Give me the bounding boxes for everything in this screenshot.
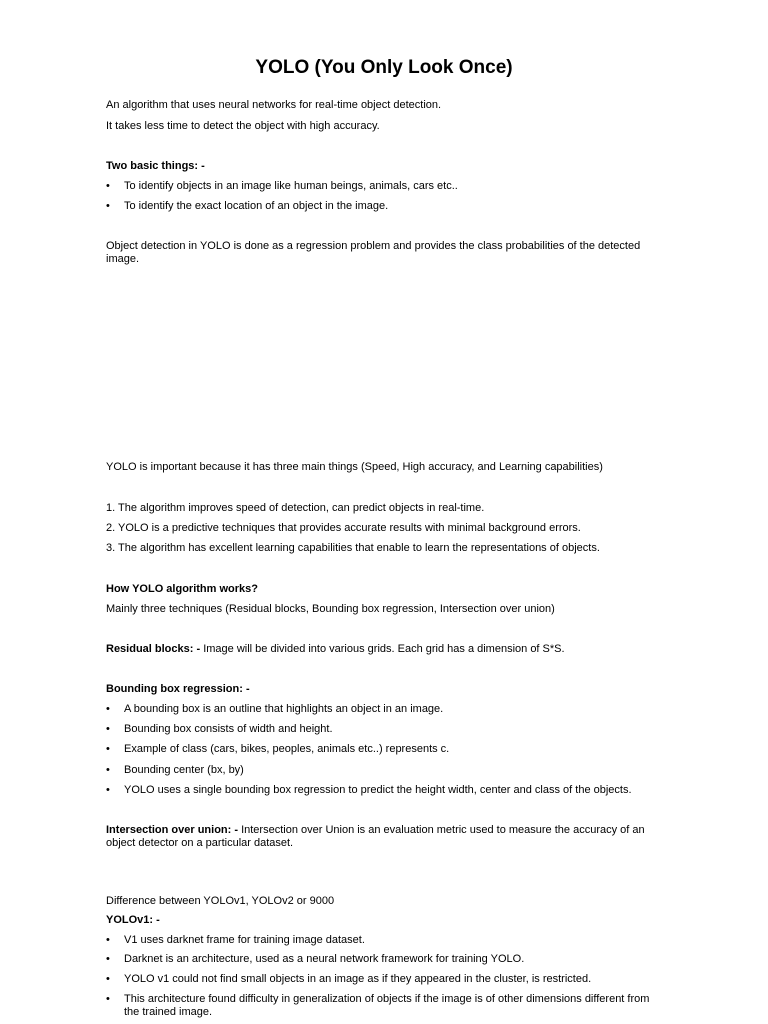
iou-paragraph (106, 824, 666, 850)
list-item-text: To identify the exact location of an object in the image. (124, 200, 389, 212)
list-item-text: V1 uses darknet frame for training image dataset. (124, 934, 365, 946)
yolov1-heading: YOLOv1: - (106, 914, 160, 926)
important-item-1: 1. The algorithm improves speed of detection, can predict objects in real-time. (106, 502, 485, 514)
bullet-icon: • (106, 180, 110, 192)
residual-paragraph (106, 643, 666, 656)
residual-label: Residual blocks: - (106, 643, 201, 655)
bullet-icon: • (106, 723, 110, 735)
list-item-text: This architecture found difficulty in generalization of objects if the image is of other dimensions different from the trained image. (124, 993, 650, 1018)
list-item-text: Bounding box consists of width and height. (124, 723, 333, 735)
bbox-heading: Bounding box regression: - (106, 683, 250, 695)
how-heading: How YOLO algorithm works? (106, 583, 258, 595)
bullet-icon: • (106, 784, 110, 796)
list-item-text: Example of class (cars, bikes, peoples, animals etc..) represents c. (124, 743, 450, 755)
residual-text: Image will be divided into various grids. Each grid has a dimension of S*S. (200, 643, 565, 655)
how-text: Mainly three techniques (Residual blocks, Bounding box regression, Intersection over union) (106, 603, 555, 615)
intro-line-1: An algorithm that uses neural networks for real-time object detection. (106, 99, 442, 111)
list-item-text: YOLO uses a single bounding box regression to predict the height width, center and class of the objects. (124, 784, 632, 796)
bullet-icon: • (106, 993, 110, 1005)
important-item-2: 2. YOLO is a predictive techniques that provides accurate results with minimal background errors. (106, 522, 581, 534)
bullet-icon: • (106, 743, 110, 755)
list-item-text: A bounding box is an outline that highlights an object in an image. (124, 703, 444, 715)
bullet-icon: • (106, 200, 110, 212)
important-item-3: 3. The algorithm has excellent learning capabilities that enable to learn the representations of objects. (106, 542, 600, 554)
important-paragraph: YOLO is important because it has three main things (Speed, High accuracy, and Learning capabilities) (106, 461, 603, 473)
difference-heading: Difference between YOLOv1, YOLOv2 or 9000 (106, 895, 335, 907)
list-item-text: Darknet is an architecture, used as a neural network framework for training YOLO. (124, 953, 525, 965)
basic-heading: Two basic things: - (106, 160, 205, 172)
iou-text: Intersection over Union is an evaluation metric used to measure the accuracy of an object detector on a particular dataset. (106, 824, 645, 849)
bullet-icon: • (106, 934, 110, 946)
bullet-icon: • (106, 703, 110, 715)
bullet-icon: • (106, 953, 110, 965)
regression-paragraph: Object detection in YOLO is done as a regression problem and provides the class probabilities of the detected image. (106, 240, 641, 265)
intro-line-2: It takes less time to detect the object with high accuracy. (106, 120, 380, 132)
bullet-icon: • (106, 973, 110, 985)
bullet-icon: • (106, 764, 110, 776)
list-item-text: To identify objects in an image like human beings, animals, cars etc.. (124, 180, 458, 192)
list-item-text: YOLO v1 could not find small objects in an image as if they appeared in the cluster, is restricted. (124, 973, 592, 985)
iou-label: Intersection over union: - (106, 824, 239, 836)
page-title: YOLO (You Only Look Once) (255, 57, 513, 78)
list-item-text: Bounding center (bx, by) (124, 764, 244, 776)
